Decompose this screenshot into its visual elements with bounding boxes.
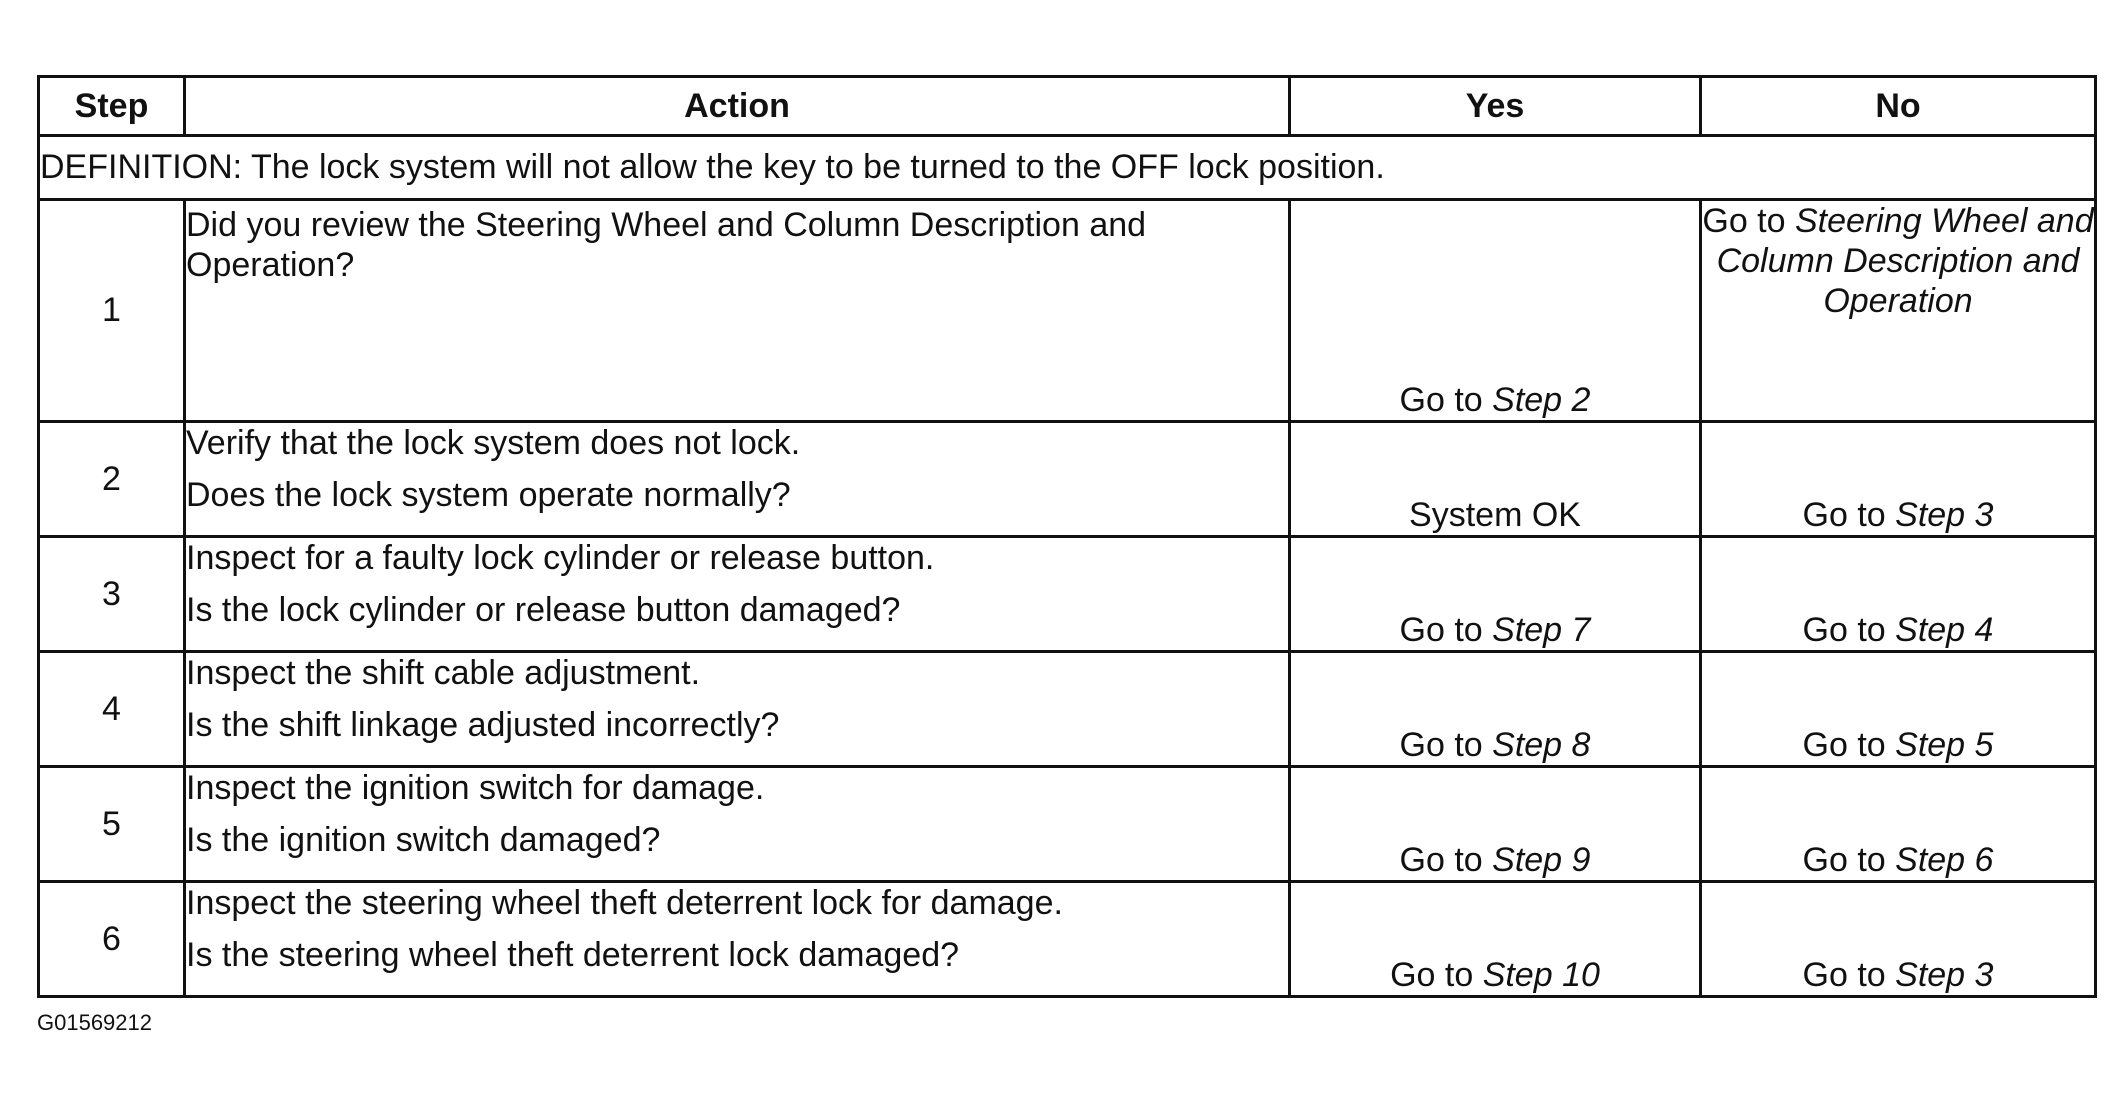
no-step-link: Step 3 (1895, 496, 1994, 534)
step-number: 3 (39, 537, 185, 652)
yes-cell (1290, 200, 1701, 422)
no-cell (1701, 882, 2096, 997)
action-instruction: Inspect the ignition switch for damage. (186, 769, 765, 807)
definition-row (39, 136, 2096, 200)
table-row (39, 882, 2096, 997)
action-instruction: Inspect the steering wheel theft deterrent lock for damage. (186, 884, 1063, 922)
action-cell (185, 537, 1290, 652)
yes-step-link: Step 10 (1482, 956, 1600, 994)
yes-cell (1290, 537, 1701, 652)
action-cell (185, 200, 1290, 422)
step-number: 5 (39, 767, 185, 882)
action-question: Is the ignition switch damaged? (186, 821, 661, 859)
step-number: 4 (39, 652, 185, 767)
yes-prefix: Go to (1399, 841, 1493, 879)
action-instruction: Verify that the lock system does not lock. (186, 424, 801, 462)
no-step-link: Steering Wheel and Column Description and Operation (1716, 202, 2094, 320)
action-question: Is the steering wheel theft deterrent lock damaged? (186, 936, 960, 974)
action-cell (185, 652, 1290, 767)
no-step-link: Step 6 (1895, 841, 1994, 879)
yes-prefix: Go to (1390, 956, 1483, 994)
no-prefix: Go to (1802, 726, 1896, 764)
no-prefix: Go to (1802, 496, 1896, 534)
no-prefix: Go to (1802, 956, 1896, 994)
no-cell (1701, 537, 2096, 652)
header-action: Action (185, 77, 1290, 136)
action-cell (185, 882, 1290, 997)
action-question: Did you review the Steering Wheel and Column Description and Operation? (186, 206, 1147, 284)
no-cell (1701, 422, 2096, 537)
yes-step-link: Step 7 (1492, 611, 1591, 649)
yes-step-link: Step 8 (1492, 726, 1591, 764)
no-prefix: Go to (1802, 841, 1896, 879)
yes-prefix: Go to (1399, 726, 1493, 764)
action-question: Is the shift linkage adjusted incorrectly? (186, 706, 780, 744)
step-number: 2 (39, 422, 185, 537)
header-row (39, 77, 2096, 136)
yes-cell (1290, 652, 1701, 767)
action-question: Is the lock cylinder or release button damaged? (186, 591, 901, 629)
no-step-link: Step 3 (1895, 956, 1994, 994)
yes-step-link: Step 9 (1492, 841, 1591, 879)
yes-step-link: Step 2 (1492, 381, 1591, 419)
definition-text: DEFINITION: The lock system will not allow the key to be turned to the OFF lock position. (39, 136, 2096, 200)
no-cell (1701, 767, 2096, 882)
yes-prefix: System OK (1409, 496, 1581, 534)
action-instruction: Inspect the shift cable adjustment. (186, 654, 701, 692)
no-prefix: Go to (1802, 611, 1896, 649)
table-row (39, 652, 2096, 767)
table-row (39, 200, 2096, 422)
no-cell (1701, 200, 2096, 422)
table-row (39, 537, 2096, 652)
yes-cell (1290, 422, 1701, 537)
yes-cell (1290, 767, 1701, 882)
step-number: 1 (39, 200, 185, 422)
action-cell (185, 767, 1290, 882)
table-row (39, 767, 2096, 882)
no-cell (1701, 652, 2096, 767)
action-cell (185, 422, 1290, 537)
action-question: Does the lock system operate normally? (186, 476, 791, 514)
action-instruction: Inspect for a faulty lock cylinder or release button. (186, 539, 935, 577)
diagnostic-table (37, 75, 2097, 998)
table-row (39, 422, 2096, 537)
step-number: 6 (39, 882, 185, 997)
figure-code: G01569212 (37, 1010, 152, 1035)
no-step-link: Step 4 (1895, 611, 1994, 649)
yes-prefix: Go to (1399, 381, 1493, 419)
header-step: Step (39, 77, 185, 136)
header-yes: Yes (1290, 77, 1701, 136)
no-prefix: Go to (1702, 202, 1795, 240)
no-step-link: Step 5 (1895, 726, 1994, 764)
yes-prefix: Go to (1399, 611, 1493, 649)
yes-cell (1290, 882, 1701, 997)
header-no: No (1701, 77, 2096, 136)
